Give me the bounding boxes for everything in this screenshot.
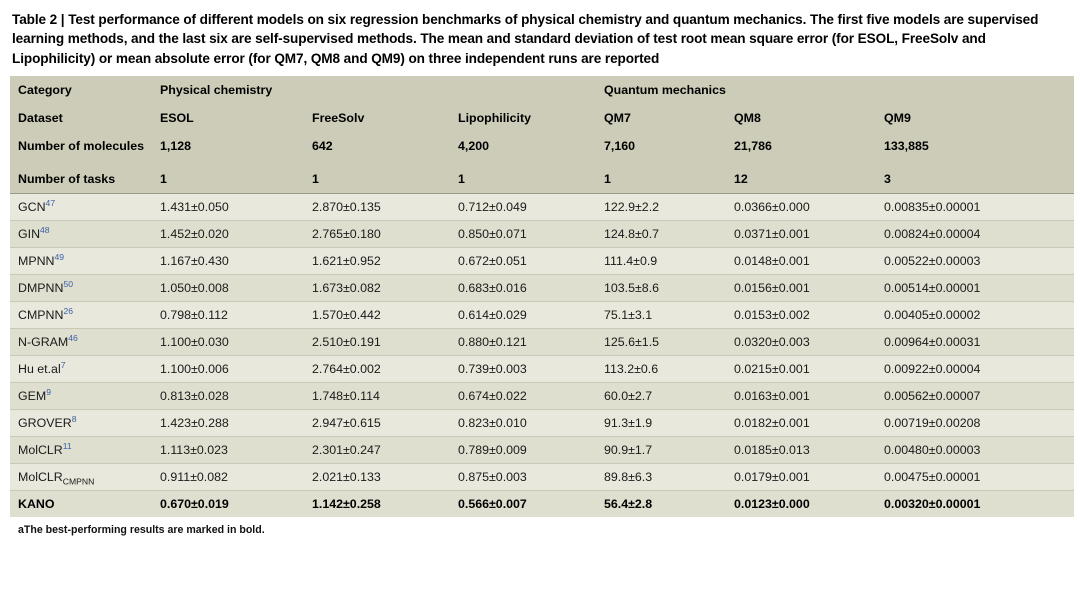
cell-qm7: 56.4±2.8 [604, 496, 653, 511]
molecules-qm9: 133,885 [884, 138, 929, 153]
model-label: GEM [18, 388, 47, 403]
molecules-lipophilicity: 4,200 [458, 138, 490, 153]
cell-qm9: 0.00405±0.00002 [876, 301, 1074, 328]
cell-qm9: 0.00719±0.00208 [876, 409, 1074, 436]
table-row [10, 490, 1074, 517]
citation-superscript: 26 [63, 305, 73, 316]
header-row-category [10, 76, 1074, 104]
citation-superscript: 8 [71, 413, 77, 424]
row-model-name [10, 193, 152, 220]
molecules-freesolv: 642 [312, 138, 333, 153]
header-molecules-label: Number of molecules [18, 138, 144, 153]
cell-qm9: 0.00824±0.00004 [876, 220, 1074, 247]
table-row [10, 220, 1074, 247]
cell-qm8: 0.0148±0.001 [726, 247, 876, 274]
table-caption: Table 2 | Test performance of different models on six regression benchmarks of physical chemistry and quantum mechanics. The first five models are supervised learning methods, and the last six are self-supervised methods. The mean and standard deviation of test root mean square error (for ESOL, FreeSolv and Lipophilicity) or mean absolute error (for QM7, QM8 and QM9) on three independent runs are reported [12, 12, 1039, 66]
model-label: MolCLR [18, 469, 63, 484]
molecules-esol: 1,128 [160, 138, 192, 153]
tasks-esol: 1 [152, 165, 304, 194]
tasks-freesolv: 1 [304, 165, 450, 194]
table-row [10, 382, 1074, 409]
cell-esol: 1.100±0.006 [152, 355, 304, 382]
table-header [10, 76, 1074, 193]
cell-lipophilicity: 0.789±0.009 [450, 436, 596, 463]
cell-qm9: 0.00562±0.00007 [876, 382, 1074, 409]
header-group-physical-chemistry: Physical chemistry [160, 82, 273, 97]
header-group-quantum-mechanics: Quantum mechanics [604, 82, 726, 97]
table-row [10, 274, 1074, 301]
molecules-qm7: 7,160 [604, 138, 636, 153]
header-row-molecules [10, 132, 1074, 165]
table-body [10, 193, 1074, 517]
citation-superscript: 47 [45, 197, 56, 208]
header-dataset-qm7: QM7 [604, 110, 631, 125]
cell-esol: 1.423±0.288 [152, 409, 304, 436]
cell-qm8: 0.0179±0.001 [726, 463, 876, 490]
cell-lipophilicity: 0.712±0.049 [450, 193, 596, 220]
cell-qm7: 75.1±3.1 [596, 301, 726, 328]
cell-qm7: 111.4±0.9 [596, 247, 726, 274]
cell-freesolv: 1.570±0.442 [304, 301, 450, 328]
citation-superscript: 48 [40, 224, 50, 235]
cell-qm7: 124.8±0.7 [596, 220, 726, 247]
cell-qm9: 0.00964±0.00031 [876, 328, 1074, 355]
cell-lipophilicity: 0.850±0.071 [450, 220, 596, 247]
tasks-lipophilicity: 1 [450, 165, 596, 194]
cell-lipophilicity: 0.683±0.016 [450, 274, 596, 301]
cell-freesolv: 1.748±0.114 [304, 382, 450, 409]
cell-qm8: 0.0185±0.013 [726, 436, 876, 463]
header-dataset-label: Dataset [18, 110, 63, 125]
header-dataset-freesolv: FreeSolv [312, 110, 365, 125]
row-model-name [10, 274, 152, 301]
header-dataset-qm9: QM9 [884, 110, 911, 125]
cell-qm9: 0.00480±0.00003 [876, 436, 1074, 463]
cell-freesolv: 2.764±0.002 [304, 355, 450, 382]
header-dataset-lipophilicity: Lipophilicity [458, 110, 531, 125]
cell-qm7: 103.5±8.6 [596, 274, 726, 301]
citation-superscript: 46 [68, 332, 78, 343]
cell-esol: 1.167±0.430 [152, 247, 304, 274]
model-label: MPNN [18, 253, 55, 268]
cell-lipophilicity: 0.672±0.051 [450, 247, 596, 274]
model-label: GROVER [18, 415, 72, 430]
cell-lipophilicity: 0.566±0.007 [458, 496, 527, 511]
table-row [10, 247, 1074, 274]
table-footnote: aThe best-performing results are marked in bold. [18, 523, 265, 536]
header-tasks-label: Number of tasks [10, 165, 152, 194]
cell-esol: 1.113±0.023 [152, 436, 304, 463]
cell-qm9: 0.00922±0.00004 [876, 355, 1074, 382]
cell-qm8: 0.0215±0.001 [726, 355, 876, 382]
cell-esol: 1.050±0.008 [152, 274, 304, 301]
cell-qm7: 89.8±6.3 [596, 463, 726, 490]
molecules-qm8: 21,786 [734, 138, 772, 153]
cell-freesolv: 2.510±0.191 [304, 328, 450, 355]
row-model-name [10, 220, 152, 247]
row-model-name [10, 301, 152, 328]
cell-qm8: 0.0153±0.002 [726, 301, 876, 328]
cell-lipophilicity: 0.739±0.003 [450, 355, 596, 382]
cell-qm7: 122.9±2.2 [596, 193, 726, 220]
header-dataset-esol: ESOL [160, 110, 194, 125]
cell-lipophilicity: 0.880±0.121 [450, 328, 596, 355]
model-label: GCN [18, 199, 46, 214]
cell-qm8: 0.0320±0.003 [726, 328, 876, 355]
cell-qm8: 0.0163±0.001 [726, 382, 876, 409]
tasks-qm7: 1 [596, 165, 726, 194]
cell-esol: 0.798±0.112 [152, 301, 304, 328]
cell-freesolv: 1.673±0.082 [304, 274, 450, 301]
table-row [10, 301, 1074, 328]
cell-lipophilicity: 0.875±0.003 [450, 463, 596, 490]
cell-qm8: 0.0182±0.001 [726, 409, 876, 436]
cell-esol: 1.452±0.020 [152, 220, 304, 247]
table-row [10, 409, 1074, 436]
cell-lipophilicity: 0.674±0.022 [450, 382, 596, 409]
tasks-qm8: 12 [726, 165, 876, 194]
model-label: MolCLR [18, 442, 63, 457]
table-row [10, 436, 1074, 463]
cell-esol: 0.911±0.082 [152, 463, 304, 490]
cell-esol: 1.431±0.050 [152, 193, 304, 220]
citation-superscript: 50 [63, 278, 73, 289]
cell-freesolv: 2.301±0.247 [304, 436, 450, 463]
cell-esol: 0.813±0.028 [152, 382, 304, 409]
header-row-dataset [10, 104, 1074, 132]
table-row [10, 463, 1074, 490]
citation-superscript: 9 [46, 386, 52, 397]
table-row [10, 193, 1074, 220]
cell-freesolv: 2.021±0.133 [304, 463, 450, 490]
model-label: N-GRAM [18, 334, 69, 349]
cell-qm7: 91.3±1.9 [596, 409, 726, 436]
tasks-qm9: 3 [876, 165, 1074, 194]
cell-qm8: 0.0366±0.000 [726, 193, 876, 220]
row-model-name [10, 382, 152, 409]
results-table [10, 76, 1074, 517]
citation-superscript: 49 [54, 251, 65, 262]
cell-qm8: 0.0156±0.001 [726, 274, 876, 301]
cell-qm9: 0.00320±0.00001 [884, 496, 981, 511]
table-row [10, 328, 1074, 355]
header-category-label: Category [18, 82, 72, 97]
cell-freesolv: 1.142±0.258 [312, 496, 381, 511]
cell-qm7: 60.0±2.7 [596, 382, 726, 409]
cell-lipophilicity: 0.614±0.029 [450, 301, 596, 328]
row-model-name [10, 409, 152, 436]
cell-qm7: 90.9±1.7 [596, 436, 726, 463]
model-label: CMPNN [18, 307, 64, 322]
cell-lipophilicity: 0.823±0.010 [450, 409, 596, 436]
model-label: Hu et.al [18, 361, 61, 376]
cell-qm8: 0.0371±0.001 [726, 220, 876, 247]
cell-qm8: 0.0123±0.000 [734, 496, 810, 511]
header-row-tasks [10, 165, 1074, 194]
cell-freesolv: 2.870±0.135 [304, 193, 450, 220]
model-label: DMPNN [18, 280, 64, 295]
model-variant-subscript: CMPNN [62, 476, 95, 487]
model-label: GIN [18, 226, 41, 241]
cell-qm7: 125.6±1.5 [596, 328, 726, 355]
row-model-name [10, 436, 152, 463]
row-model-name: KANO [18, 496, 55, 511]
cell-qm7: 113.2±0.6 [596, 355, 726, 382]
cell-freesolv: 2.765±0.180 [304, 220, 450, 247]
cell-freesolv: 2.947±0.615 [304, 409, 450, 436]
table-row [10, 355, 1074, 382]
row-model-name [10, 328, 152, 355]
row-model-name [10, 355, 152, 382]
citation-superscript: 7 [60, 359, 66, 370]
row-model-name [10, 463, 152, 490]
cell-qm9: 0.00475±0.00001 [876, 463, 1074, 490]
row-model-name [10, 247, 152, 274]
cell-qm9: 0.00835±0.00001 [876, 193, 1074, 220]
cell-esol: 0.670±0.019 [160, 496, 229, 511]
header-dataset-qm8: QM8 [734, 110, 761, 125]
cell-qm9: 0.00522±0.00003 [876, 247, 1074, 274]
cell-freesolv: 1.621±0.952 [304, 247, 450, 274]
cell-qm9: 0.00514±0.00001 [876, 274, 1074, 301]
citation-superscript: 11 [62, 440, 72, 451]
cell-esol: 1.100±0.030 [152, 328, 304, 355]
